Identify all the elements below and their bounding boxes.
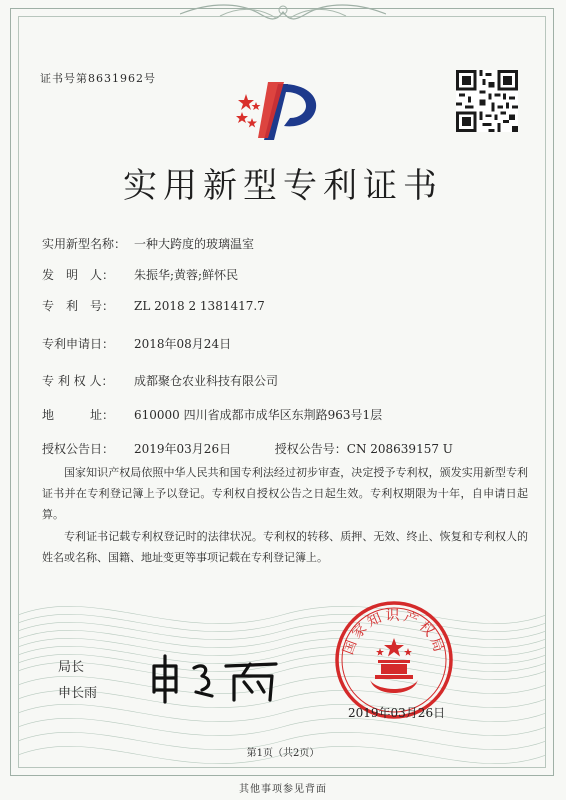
field-label: 发 明 人： bbox=[42, 268, 115, 282]
field-value: 610000 四川省成都市成华区东荆路963号1层 bbox=[134, 408, 383, 422]
field-patent-number bbox=[42, 297, 265, 314]
footer-note: 其他事项参见背面 bbox=[239, 784, 327, 795]
field-address bbox=[42, 406, 382, 423]
certificate-title: 实用新型专利证书 bbox=[123, 166, 443, 206]
field-value: ZL 2018 2 1381417.7 bbox=[134, 299, 265, 313]
signature-image bbox=[148, 652, 288, 704]
field-patentee bbox=[42, 372, 278, 389]
field-label: 实用新型名称： bbox=[42, 237, 127, 251]
field-grant-announcement bbox=[42, 440, 453, 457]
field-value: 成都聚仓农业科技有限公司 bbox=[134, 374, 279, 388]
grant-announcement-number: CN 208639157 U bbox=[346, 442, 453, 456]
field-label: 专 利 号： bbox=[42, 299, 115, 313]
official-seal bbox=[334, 600, 454, 720]
statement-paragraph-2: 专利证书记载专利权登记时的法律状况。专利权的转移、质押、无效、终止、恢复和专利权人的姓名或名称、国籍、地址变更等事项记载在专利登记簿上。 bbox=[42, 530, 528, 564]
field-value: 朱振华;黄蓉;鲜怀民 bbox=[134, 268, 239, 282]
signer-name: 申长雨 bbox=[58, 686, 98, 701]
field-label: 专利申请日： bbox=[42, 337, 115, 351]
field-utility-model-name bbox=[42, 235, 254, 252]
cnipa-logo bbox=[228, 78, 328, 142]
field-value: 一种大跨度的玻璃温室 bbox=[134, 237, 255, 251]
top-ornament bbox=[180, 0, 386, 26]
grant-announcement-number-label: 授权公告号： bbox=[274, 442, 347, 456]
page-number: 第1页（共2页） bbox=[246, 748, 320, 759]
statement-paragraph-1: 国家知识产权局依照中华人民共和国专利法经过初步审查，决定授予专利权，颁发实用新型专利证书并在专利登记簿上予以登记。专利权自授权公告之日起生效。专利权期限为十年，自申请日起算。 bbox=[42, 466, 528, 521]
signer-title: 局长 bbox=[58, 660, 85, 675]
field-label: 专 利 权 人： bbox=[42, 374, 114, 388]
seal-text: 国家知识产权局 bbox=[340, 608, 448, 657]
grant-announcement-date: 2019年03月26日 bbox=[134, 442, 232, 456]
field-label: 地 址： bbox=[42, 408, 115, 422]
field-application-date bbox=[42, 335, 231, 352]
field-label: 授权公告日： bbox=[42, 442, 115, 456]
qr-code bbox=[456, 70, 518, 132]
field-inventors bbox=[42, 266, 238, 283]
certificate-number: 证书号第8631962号 bbox=[40, 72, 156, 85]
field-value: 2018年08月24日 bbox=[134, 337, 232, 351]
seal-date: 2019年03月26日 bbox=[348, 706, 446, 720]
